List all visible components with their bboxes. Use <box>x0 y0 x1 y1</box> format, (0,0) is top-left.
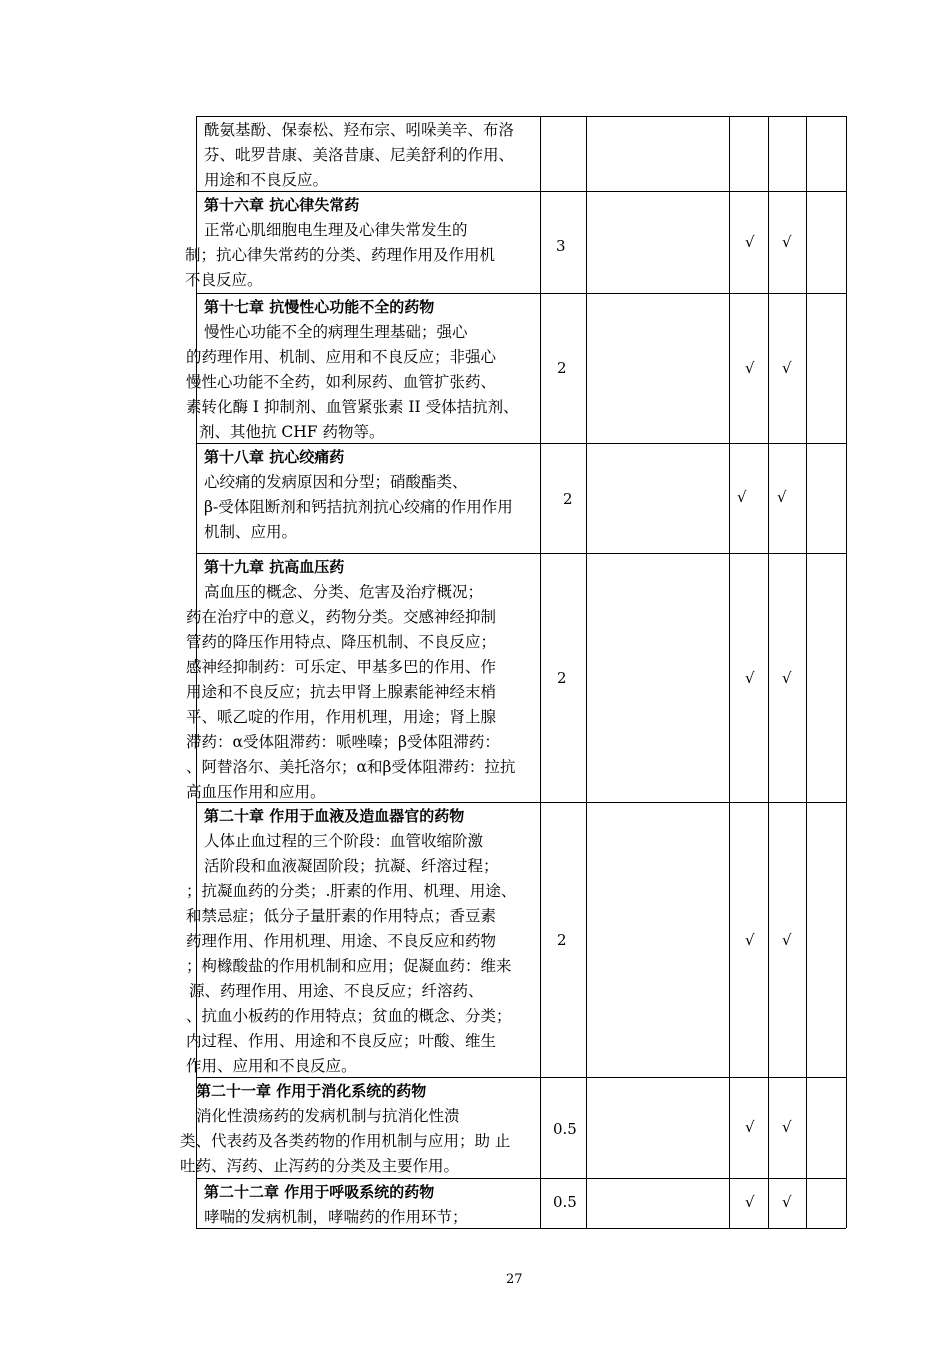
check-mark: √ <box>745 1118 755 1136</box>
chapter-title: 第二十二章 作用于呼吸系统的药物 <box>204 1183 435 1201</box>
table-column-border <box>586 116 587 1228</box>
page-number: 27 <box>506 1272 523 1287</box>
content-line: 活阶段和血液凝固阶段；抗凝、纤溶过程； <box>204 857 499 875</box>
content-line: 滞药：α受体阻滞药：哌唑嗪；β受体阻滞药： <box>186 733 500 751</box>
table-column-border <box>846 116 847 1228</box>
content-line: 哮喘的发病机制，哮喘药的作用环节； <box>204 1208 468 1226</box>
content-line: 的药理作用、机制、应用和不良反应；非强心 <box>186 348 497 366</box>
content-line: 酰氨基酚、保泰松、羟布宗、吲哚美辛、布洛 <box>204 121 515 139</box>
table-row-border <box>196 553 846 554</box>
content-line: 平、哌乙啶的作用，作用机理，用途；肾上腺 <box>186 708 497 726</box>
content-line: 素转化酶 I 抑制剂、血管紧张素 II 受体拮抗剂、 <box>186 398 519 416</box>
content-line: 正常心肌细胞电生理及心律失常发生的 <box>204 221 468 239</box>
table-column-border <box>540 116 541 1228</box>
content-line: 源、药理作用、用途、不良反应；纤溶药、 <box>189 982 484 1000</box>
content-line: 机制、应用。 <box>204 523 298 541</box>
content-line: 感神经抑制药：可乐定、甲基多巴的作用、作 <box>186 658 497 676</box>
content-line: 用途和不良反应。 <box>204 171 329 189</box>
check-mark: √ <box>782 233 792 251</box>
content-line: ；抗凝血药的分类；.肝素的作用、机理、用途、 <box>186 882 517 900</box>
content-line: 芬、吡罗昔康、美洛昔康、尼美舒利的作用、 <box>204 146 515 164</box>
check-mark: √ <box>782 359 792 377</box>
content-line: 作用、应用和不良反应。 <box>186 1057 357 1075</box>
hours-cell: 2 <box>557 359 567 377</box>
table-column-border <box>196 116 197 1228</box>
table-row-border <box>196 1178 846 1179</box>
content-line: 不良反应。 <box>185 271 263 289</box>
hours-cell: 2 <box>563 490 573 508</box>
chapter-title: 第二十一章 作用于消化系统的药物 <box>196 1082 427 1100</box>
chapter-title: 第十八章 抗心绞痛药 <box>204 448 345 466</box>
table-row-border <box>196 191 846 192</box>
table-column-border <box>768 116 769 1228</box>
content-line: β-受体阻断剂和钙拮抗剂抗心绞痛的作用作用 <box>204 498 513 516</box>
check-mark: √ <box>745 359 755 377</box>
hours-cell: 3 <box>556 237 566 255</box>
content-line: 制；抗心律失常药的分类、药理作用及作用机 <box>185 246 496 264</box>
content-line: 药在治疗中的意义，药物分类。交感神经抑制 <box>186 608 497 626</box>
table-row-border <box>196 116 846 117</box>
check-mark: √ <box>745 233 755 251</box>
check-mark: √ <box>782 1118 792 1136</box>
content-line: 用途和不良反应；抗去甲肾上腺素能神经末梢 <box>186 683 497 701</box>
content-line: ；枸橼酸盐的作用机制和应用；促凝血药：维来 <box>186 957 512 975</box>
content-line: 高血压的概念、分类、危害及治疗概况； <box>204 583 484 601</box>
content-line: 剂、其他抗 CHF 药物等。 <box>199 423 385 441</box>
content-line: 消化性溃疡药的发病机制与抗消化性溃 <box>196 1107 460 1125</box>
table-column-border <box>806 116 807 1228</box>
check-mark: √ <box>745 931 755 949</box>
hours-cell: 2 <box>557 931 567 949</box>
table-row-border <box>196 1077 846 1078</box>
content-line: 类、代表药及各类药物的作用机制与应用；助 止 <box>180 1132 511 1150</box>
check-mark: √ <box>737 488 747 506</box>
table-row-border <box>196 1228 846 1229</box>
chapter-title: 第十九章 抗高血压药 <box>204 558 345 576</box>
content-line: 药理作用、作用机理、用途、不良反应和药物 <box>186 932 497 950</box>
check-mark: √ <box>782 931 792 949</box>
content-line: 慢性心功能不全的病理生理基础；强心 <box>204 323 468 341</box>
table-row-border <box>196 802 846 803</box>
check-mark: √ <box>745 1193 755 1211</box>
check-mark: √ <box>745 669 755 687</box>
hours-cell: 2 <box>557 669 567 687</box>
table-column-border <box>729 116 730 1228</box>
hours-cell: 0.5 <box>553 1193 577 1211</box>
content-line: 心绞痛的发病原因和分型；硝酸酯类、 <box>204 473 468 491</box>
chapter-title: 第十六章 抗心律失常药 <box>204 196 360 214</box>
table-row-border <box>196 293 846 294</box>
check-mark: √ <box>777 488 787 506</box>
content-line: 、抗血小板药的作用特点；贫血的概念、分类； <box>186 1007 512 1025</box>
content-line: 吐药、泻药、止泻药的分类及主要作用。 <box>180 1157 460 1175</box>
content-line: 人体止血过程的三个阶段：血管收缩阶激 <box>204 832 484 850</box>
check-mark: √ <box>782 669 792 687</box>
content-line: 慢性心功能不全药，如利尿药、血管扩张药、 <box>186 373 497 391</box>
content-line: 、阿替洛尔、美托洛尔；α和β受体阻滞药：拉抗 <box>186 758 516 776</box>
content-line: 高血压作用和应用。 <box>186 783 326 801</box>
chapter-title: 第十七章 抗慢性心功能不全的药物 <box>204 298 435 316</box>
content-line: 管药的降压作用特点、降压机制、不良反应； <box>186 633 497 651</box>
content-line: 内过程、作用、用途和不良反应；叶酸、维生 <box>186 1032 497 1050</box>
content-line: 和禁忌症；低分子量肝素的作用特点；香豆素 <box>186 907 497 925</box>
hours-cell: 0.5 <box>553 1120 577 1138</box>
table-row-border <box>196 443 846 444</box>
check-mark: √ <box>782 1193 792 1211</box>
chapter-title: 第二十章 作用于血液及造血器官的药物 <box>204 807 465 825</box>
